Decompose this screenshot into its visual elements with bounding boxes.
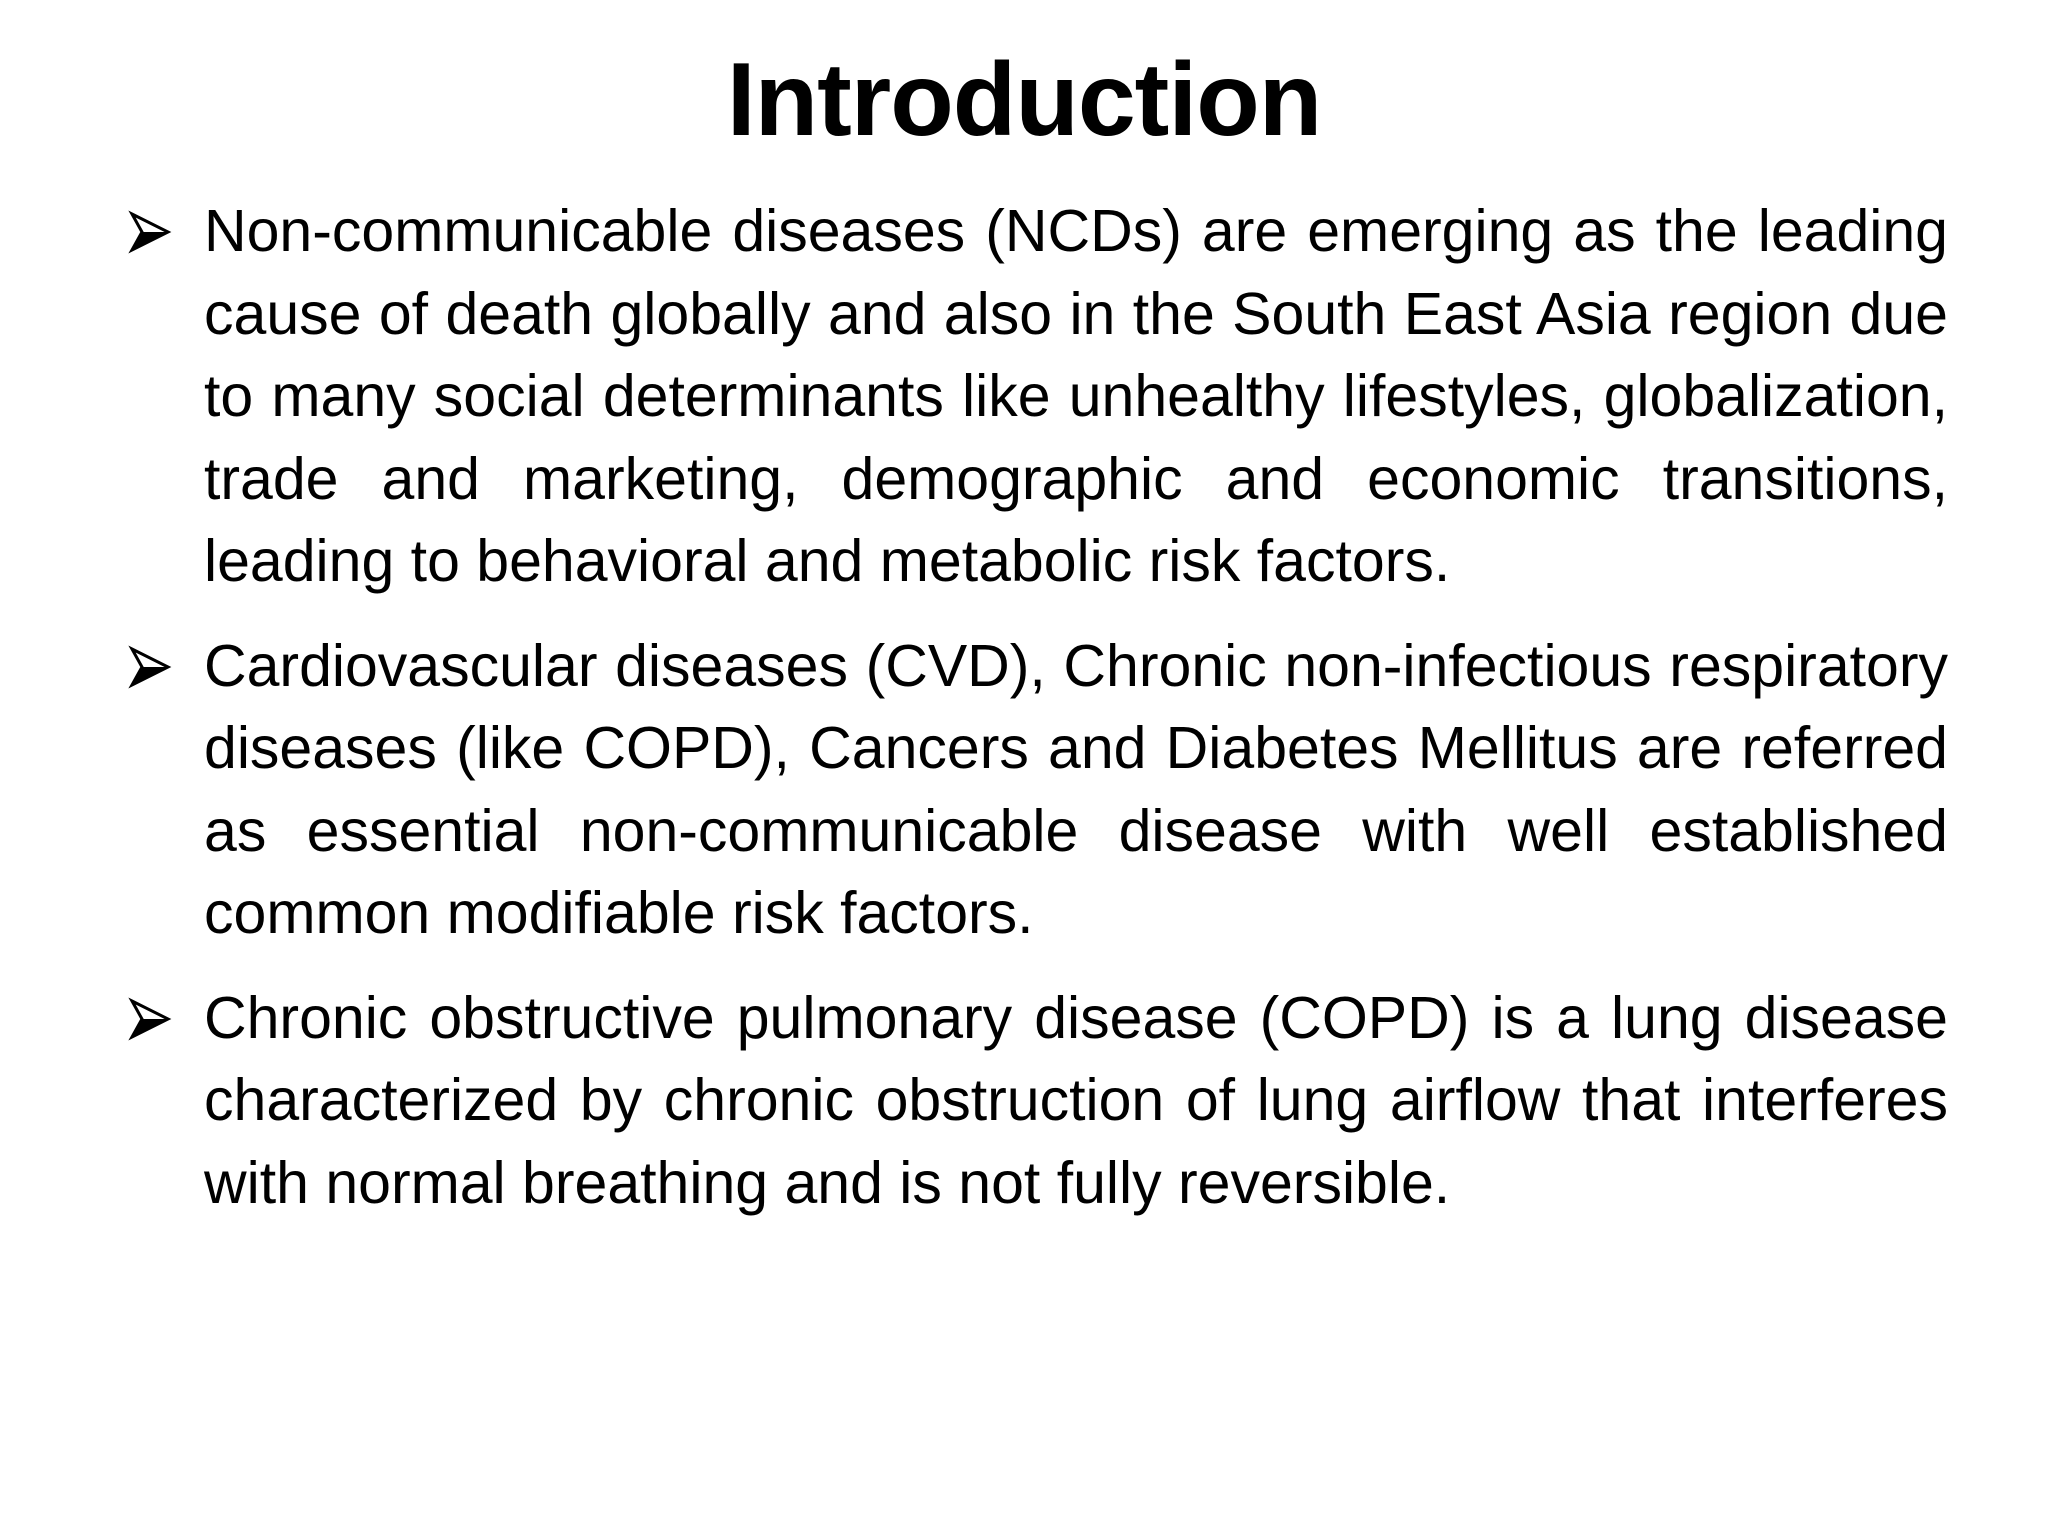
bullet-text-2: Cardiovascular diseases (CVD), Chronic non-infectious respiratory diseases (like COPD), Cancers and Diabetes Mellitus are referred as essential non-communicable disease with well established common modifiable risk factors. (204, 632, 1948, 946)
arrowhead-bullet-icon (128, 645, 172, 689)
bullet-list (128, 190, 1948, 1246)
arrowhead-bullet-icon (128, 210, 172, 254)
bullet-text-1: Non-communicable diseases (NCDs) are emerging as the leading cause of death globally and also in the South East Asia region due to many social determinants like unhealthy lifestyles, globalization, trade and marketing, demographic and economic transitions, leading to behavioral and metabolic risk factors. (204, 198, 1948, 594)
bullet-item-2 (128, 625, 1948, 955)
bullet-text-3: Chronic obstructive pulmonary disease (COPD) is a lung disease characterized by chronic obstruction of lung airflow that interferes with normal breathing and is not fully reversible. (204, 984, 1948, 1216)
bullet-item-1 (128, 190, 1948, 603)
bullet-item-3 (128, 977, 1948, 1225)
slide-title: Introduction (726, 42, 1322, 158)
arrowhead-bullet-icon (128, 997, 172, 1041)
